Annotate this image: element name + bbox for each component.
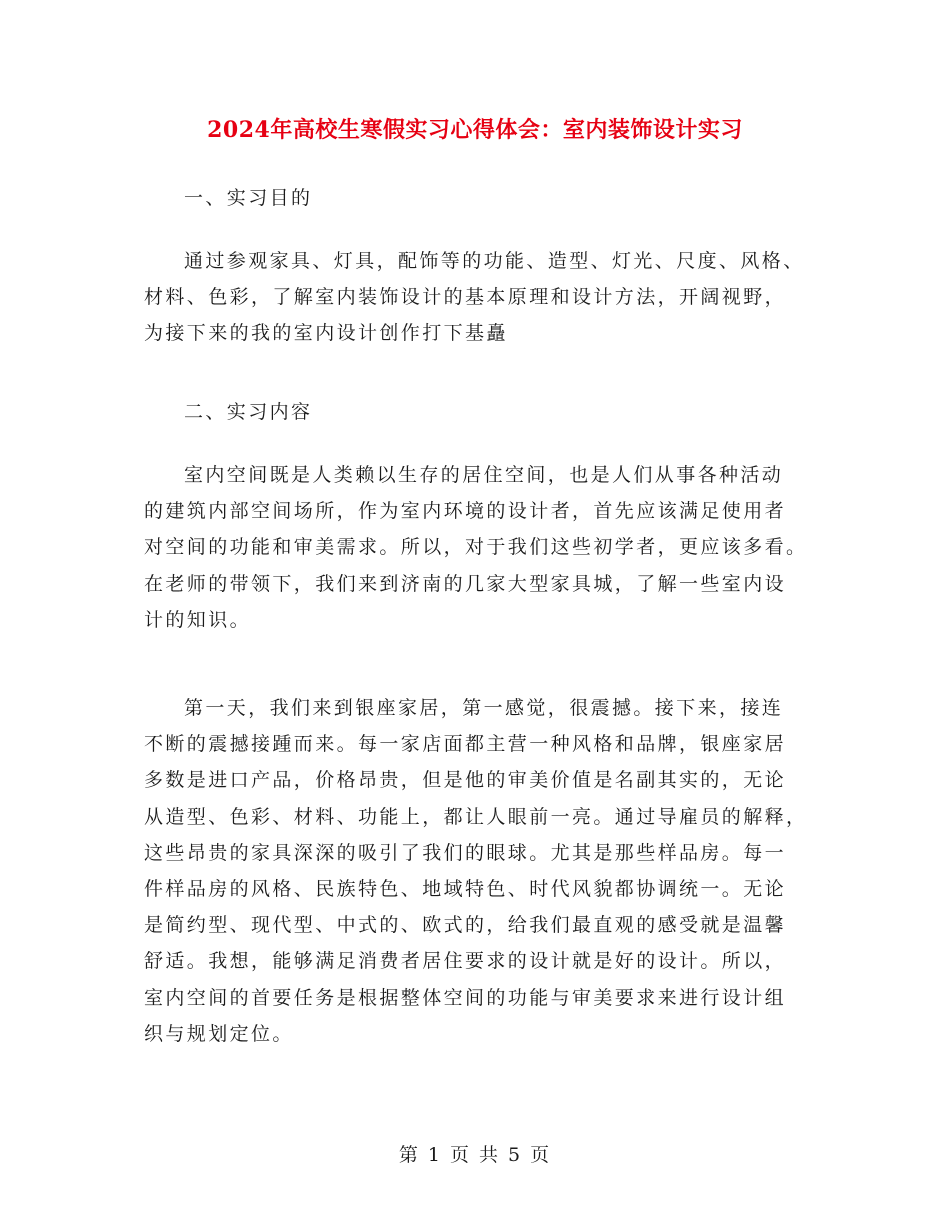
paragraph-line: 为接下来的我的室内设计创作打下基矗 [144, 322, 508, 345]
section-2-paragraph-2 [144, 690, 808, 1052]
section-2-paragraph-1 [144, 457, 808, 638]
paragraph-line: 室内空间既是人类赖以生存的居住空间，也是人们从事各种活动 [184, 464, 784, 486]
page-footer: 第 1 页 共 5 页 [398, 1144, 552, 1166]
paragraph-line: 织与规划定位。 [144, 1022, 294, 1045]
paragraph-line: 从造型、色彩、材料、功能上，都让人眼前一亮。通过导雇员的解释， [144, 805, 808, 828]
paragraph-line: 在老师的带领下，我们来到济南的几家大型家具城，了解一些室内设 [144, 572, 787, 595]
paragraph-line: 材料、色彩，了解室内装饰设计的基本原理和设计方法，开阔视野， [144, 286, 787, 309]
section-2-heading-block [144, 394, 808, 430]
section-1-paragraph [144, 243, 808, 352]
paragraph-line: 这些昂贵的家具深深的吸引了我们的眼球。尤其是那些样品房。每一 [144, 841, 787, 864]
document-title: 2024年高校生寒假实习心得体会：室内装饰设计实习 [207, 117, 743, 143]
paragraph-line: 对空间的功能和审美需求。所以，对于我们这些初学者，更应该多看。 [144, 536, 808, 559]
paragraph-line: 室内空间的首要任务是根据整体空间的功能与审美要求来进行设计组 [144, 986, 787, 1009]
paragraph-line: 多数是进口产品，价格昂贵，但是他的审美价值是名副其实的，无论 [144, 769, 787, 792]
section-1-heading-block [144, 180, 808, 216]
paragraph-line: 舒适。我想，能够满足消费者居住要求的设计就是好的设计。所以， [144, 950, 787, 973]
section-heading: 二、实习内容 [184, 401, 313, 423]
paragraph-line: 不断的震撼接踵而来。每一家店面都主营一种风格和品牌，银座家居 [144, 733, 787, 756]
paragraph-line: 是简约型、现代型、中式的、欧式的，给我们最直观的感受就是温馨 [144, 914, 787, 937]
paragraph-line: 件样品房的风格、民族特色、地域特色、时代风貌都协调统一。无论 [144, 877, 787, 900]
paragraph-line: 第一天，我们来到银座家居，第一感觉，很震撼。接下来，接连 [184, 697, 784, 719]
section-heading: 一、实习目的 [184, 187, 313, 209]
paragraph-line: 的建筑内部空间场所，作为室内环境的设计者，首先应该满足使用者 [144, 500, 787, 523]
paragraph-line: 计的知识。 [144, 608, 252, 631]
paragraph-line: 通过参观家具、灯具，配饰等的功能、造型、灯光、尺度、风格、 [184, 250, 805, 272]
